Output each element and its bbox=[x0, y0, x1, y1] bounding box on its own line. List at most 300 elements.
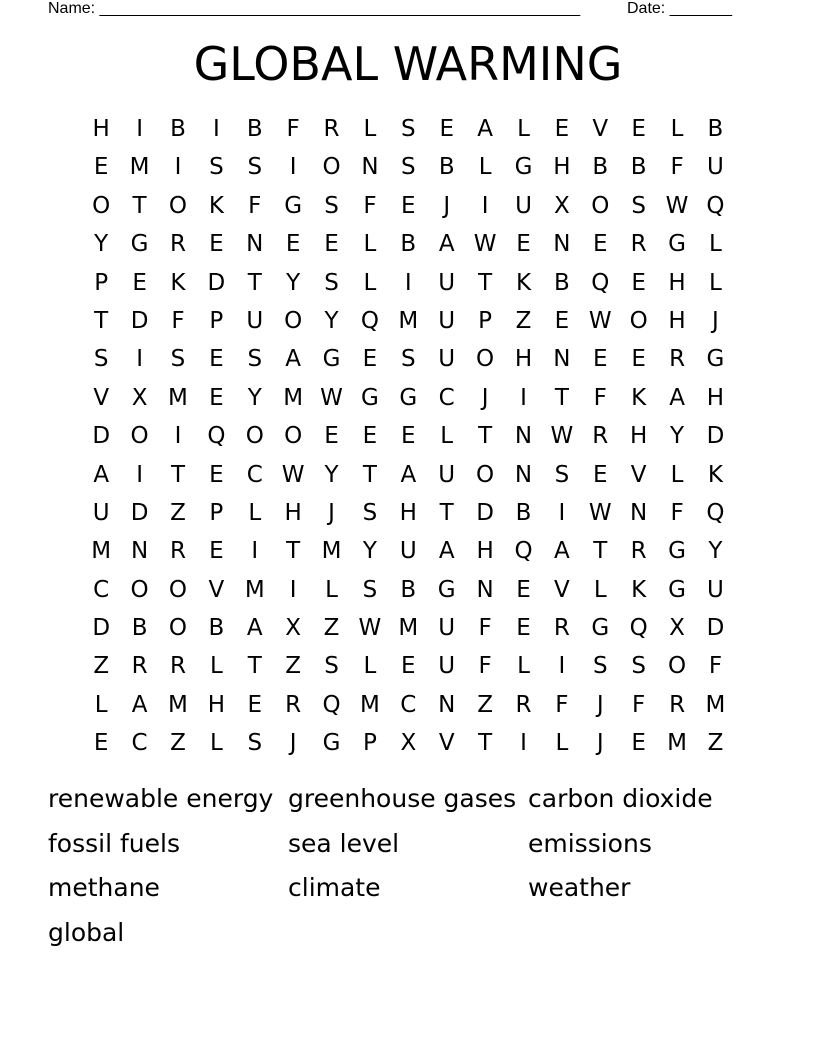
grid-letter[interactable]: N bbox=[553, 346, 571, 373]
grid-letter[interactable]: V bbox=[592, 116, 609, 142]
grid-letter[interactable]: B bbox=[515, 499, 532, 526]
grid-letter[interactable]: H bbox=[706, 384, 725, 411]
grid-letter[interactable]: L bbox=[709, 231, 722, 258]
grid-letter[interactable]: E bbox=[631, 346, 646, 373]
grid-letter[interactable]: I bbox=[520, 730, 527, 757]
grid-letter[interactable]: K bbox=[208, 192, 224, 219]
grid-letter[interactable]: T bbox=[478, 423, 493, 450]
grid-letter[interactable]: A bbox=[554, 538, 570, 565]
grid-letter[interactable]: G bbox=[361, 384, 379, 411]
grid-letter[interactable]: W bbox=[588, 499, 612, 526]
grid-letter[interactable]: C bbox=[93, 576, 110, 603]
grid-letter[interactable]: M bbox=[398, 307, 419, 334]
grid-letter[interactable]: Q bbox=[207, 423, 226, 450]
grid-letter[interactable]: G bbox=[668, 231, 686, 258]
grid-letter[interactable]: Q bbox=[514, 538, 533, 565]
grid-letter[interactable]: Y bbox=[670, 423, 685, 450]
grid-letter[interactable]: H bbox=[284, 499, 302, 526]
grid-letter[interactable]: W bbox=[473, 231, 497, 258]
grid-letter[interactable]: E bbox=[554, 116, 570, 142]
grid-letter[interactable]: E bbox=[209, 346, 224, 373]
grid-letter[interactable]: I bbox=[520, 384, 527, 411]
grid-letter[interactable]: J bbox=[712, 307, 719, 334]
grid-letter[interactable]: R bbox=[669, 346, 686, 373]
grid-letter[interactable]: L bbox=[209, 653, 223, 680]
grid-letter[interactable]: I bbox=[251, 538, 259, 565]
grid-letter[interactable]: S bbox=[631, 653, 646, 680]
grid-letter[interactable]: Z bbox=[515, 307, 532, 334]
grid-letter[interactable]: Z bbox=[323, 615, 340, 642]
grid-letter[interactable]: K bbox=[631, 384, 647, 411]
grid-letter[interactable]: P bbox=[209, 307, 224, 334]
grid-letter[interactable]: T bbox=[247, 269, 262, 296]
grid-letter[interactable]: E bbox=[631, 730, 646, 757]
grid-letter[interactable]: J bbox=[596, 691, 604, 718]
grid-letter[interactable]: M bbox=[360, 691, 380, 718]
grid-letter[interactable]: M bbox=[168, 384, 188, 411]
grid-letter[interactable]: U bbox=[246, 307, 264, 334]
grid-letter[interactable]: H bbox=[630, 423, 648, 450]
grid-letter[interactable]: R bbox=[323, 116, 340, 142]
grid-letter[interactable]: S bbox=[401, 154, 416, 181]
grid-letter[interactable]: L bbox=[593, 576, 607, 603]
grid-letter[interactable]: M bbox=[321, 538, 342, 565]
grid-letter[interactable]: E bbox=[516, 576, 531, 603]
grid-letter[interactable]: Q bbox=[360, 307, 379, 334]
grid-letter[interactable]: V bbox=[93, 384, 110, 411]
grid-letter[interactable]: O bbox=[130, 423, 149, 450]
grid-letter[interactable]: Y bbox=[362, 538, 377, 565]
grid-letter[interactable]: X bbox=[669, 615, 685, 642]
grid-letter[interactable]: J bbox=[443, 192, 451, 219]
grid-letter[interactable]: N bbox=[246, 231, 264, 258]
grid-letter[interactable]: Z bbox=[477, 691, 493, 718]
grid-letter[interactable]: X bbox=[131, 384, 148, 411]
grid-letter[interactable]: L bbox=[670, 116, 684, 142]
grid-letter[interactable]: L bbox=[478, 154, 492, 181]
grid-letter[interactable]: G bbox=[706, 346, 725, 373]
grid-letter[interactable]: G bbox=[591, 615, 610, 642]
name-field[interactable]: Name: ______________________________________________________ bbox=[48, 0, 581, 17]
grid-letter[interactable]: U bbox=[707, 576, 724, 603]
grid-letter[interactable]: N bbox=[630, 499, 648, 526]
grid-letter[interactable]: U bbox=[438, 346, 456, 373]
grid-letter[interactable]: E bbox=[593, 461, 608, 488]
grid-letter[interactable]: M bbox=[168, 691, 188, 718]
grid-letter[interactable]: S bbox=[324, 269, 339, 296]
grid-letter[interactable]: B bbox=[707, 116, 724, 142]
grid-letter[interactable]: J bbox=[481, 384, 489, 411]
grid-letter[interactable]: O bbox=[476, 346, 495, 373]
grid-letter[interactable]: E bbox=[516, 231, 531, 258]
grid-letter[interactable]: L bbox=[670, 461, 684, 488]
grid-letter[interactable]: U bbox=[92, 499, 110, 526]
grid-letter[interactable]: B bbox=[438, 154, 455, 181]
grid-letter[interactable]: V bbox=[208, 576, 225, 603]
grid-letter[interactable]: L bbox=[363, 269, 377, 296]
grid-letter[interactable]: T bbox=[286, 538, 301, 565]
word-list-item: fossil fuels bbox=[48, 828, 180, 858]
grid-letter[interactable]: S bbox=[362, 576, 378, 603]
grid-letter[interactable]: T bbox=[478, 269, 493, 296]
grid-letter[interactable]: W bbox=[588, 307, 612, 334]
grid-letter[interactable]: V bbox=[554, 576, 570, 603]
grid-letter[interactable]: M bbox=[398, 615, 419, 642]
grid-letter[interactable]: E bbox=[209, 538, 224, 565]
grid-letter[interactable]: L bbox=[209, 730, 223, 757]
grid-letter[interactable]: E bbox=[324, 231, 339, 258]
letter-grid bbox=[82, 110, 735, 763]
grid-letter[interactable]: B bbox=[246, 116, 263, 142]
grid-letter[interactable]: I bbox=[558, 653, 566, 680]
grid-letter[interactable]: S bbox=[401, 346, 416, 373]
grid-letter[interactable]: M bbox=[244, 576, 265, 603]
grid-letter[interactable]: S bbox=[247, 730, 263, 757]
grid-letter[interactable]: Y bbox=[324, 461, 339, 488]
grid-letter[interactable]: Y bbox=[286, 269, 301, 296]
grid-letter[interactable]: D bbox=[130, 499, 149, 526]
grid-letter[interactable]: N bbox=[438, 691, 456, 718]
grid-letter[interactable]: Z bbox=[707, 730, 724, 757]
grid-letter[interactable]: E bbox=[593, 231, 608, 258]
grid-letter[interactable]: L bbox=[555, 730, 569, 757]
grid-letter[interactable]: Y bbox=[94, 231, 109, 258]
grid-letter[interactable]: R bbox=[515, 691, 532, 718]
grid-letter[interactable]: U bbox=[707, 154, 724, 181]
grid-letter[interactable]: E bbox=[209, 461, 224, 488]
grid-letter[interactable]: F bbox=[286, 116, 300, 142]
grid-letter[interactable]: H bbox=[207, 691, 226, 718]
grid-letter[interactable]: S bbox=[362, 499, 378, 526]
grid-letter[interactable]: S bbox=[209, 154, 224, 181]
header bbox=[48, 0, 740, 18]
grid-letter[interactable]: I bbox=[174, 154, 182, 181]
grid-letter[interactable]: U bbox=[438, 269, 456, 296]
grid-letter[interactable]: G bbox=[322, 346, 341, 373]
grid-letter[interactable]: F bbox=[593, 384, 607, 411]
grid-letter[interactable]: P bbox=[362, 730, 377, 757]
grid-letter[interactable]: E bbox=[132, 269, 147, 296]
grid-letter[interactable]: A bbox=[93, 461, 110, 488]
grid-letter[interactable]: D bbox=[92, 615, 111, 642]
grid-letter[interactable]: U bbox=[438, 615, 456, 642]
grid-letter[interactable]: S bbox=[324, 653, 339, 680]
grid-letter[interactable]: B bbox=[592, 154, 609, 181]
grid-letter[interactable]: T bbox=[247, 653, 262, 680]
grid-letter[interactable]: F bbox=[478, 615, 492, 642]
grid-letter[interactable]: D bbox=[130, 307, 149, 334]
grid-letter[interactable]: Y bbox=[247, 384, 262, 411]
word-list-item: emissions bbox=[528, 828, 652, 858]
date-field[interactable]: Date: _______ bbox=[627, 0, 732, 17]
grid-letter[interactable]: G bbox=[284, 192, 303, 219]
grid-letter[interactable]: S bbox=[93, 346, 109, 373]
grid-letter[interactable]: G bbox=[668, 538, 686, 565]
grid-letter[interactable]: E bbox=[439, 116, 454, 142]
grid-letter[interactable]: L bbox=[363, 653, 377, 680]
grid-letter[interactable]: Z bbox=[93, 653, 110, 680]
grid-letter[interactable]: I bbox=[212, 116, 220, 142]
grid-letter[interactable]: Z bbox=[170, 730, 186, 757]
grid-letter[interactable]: O bbox=[629, 307, 648, 334]
grid-letter[interactable]: L bbox=[248, 499, 262, 526]
grid-letter[interactable]: H bbox=[668, 307, 686, 334]
grid-letter[interactable]: Q bbox=[706, 499, 725, 526]
grid-letter[interactable]: F bbox=[248, 192, 262, 219]
grid-letter[interactable]: R bbox=[592, 423, 609, 450]
grid-letter[interactable]: T bbox=[362, 461, 377, 488]
grid-letter[interactable]: U bbox=[438, 307, 456, 334]
grid-letter[interactable]: Q bbox=[322, 691, 341, 718]
grid-letter[interactable]: N bbox=[514, 423, 533, 450]
grid-letter[interactable]: L bbox=[325, 576, 338, 603]
grid-letter[interactable]: I bbox=[174, 423, 182, 450]
grid-letter[interactable]: B bbox=[400, 576, 417, 603]
grid-letter[interactable]: K bbox=[707, 461, 723, 488]
word-list-item: sea level bbox=[288, 828, 400, 858]
grid-letter[interactable]: R bbox=[131, 653, 148, 680]
grid-letter[interactable]: M bbox=[283, 384, 304, 411]
grid-letter[interactable]: Z bbox=[170, 499, 186, 526]
grid-letter[interactable]: Y bbox=[324, 307, 339, 334]
grid-letter[interactable]: F bbox=[708, 653, 723, 680]
grid-letter[interactable]: B bbox=[131, 615, 148, 642]
grid-letter[interactable]: A bbox=[246, 615, 263, 642]
grid-letter[interactable]: E bbox=[362, 346, 378, 373]
grid-letter[interactable]: P bbox=[209, 499, 224, 526]
grid-letter[interactable]: E bbox=[554, 307, 570, 334]
grid-letter[interactable]: T bbox=[593, 538, 608, 565]
grid-letter[interactable]: R bbox=[169, 231, 186, 258]
grid-letter[interactable]: R bbox=[169, 538, 186, 565]
grid-letter[interactable]: D bbox=[207, 269, 226, 296]
grid-letter[interactable]: U bbox=[515, 192, 532, 219]
grid-letter[interactable]: L bbox=[363, 116, 377, 142]
grid-letter[interactable]: N bbox=[514, 461, 533, 488]
grid-letter[interactable]: A bbox=[400, 461, 417, 488]
grid-letter[interactable]: I bbox=[481, 192, 489, 219]
grid-letter[interactable]: C bbox=[400, 691, 417, 718]
grid-letter[interactable]: M bbox=[91, 538, 112, 565]
grid-letter[interactable]: N bbox=[130, 538, 149, 565]
grid-letter[interactable]: Q bbox=[591, 269, 610, 296]
grid-letter[interactable]: F bbox=[363, 192, 377, 219]
grid-letter[interactable]: H bbox=[399, 499, 417, 526]
grid-letter[interactable]: G bbox=[130, 231, 149, 258]
grid-letter[interactable]: O bbox=[591, 192, 610, 219]
word-list-item: weather bbox=[528, 873, 631, 903]
grid-letter[interactable]: Q bbox=[706, 192, 725, 219]
grid-letter[interactable]: A bbox=[131, 691, 148, 718]
grid-letter[interactable]: S bbox=[247, 346, 263, 373]
grid-letter[interactable]: C bbox=[131, 730, 148, 757]
grid-letter[interactable]: L bbox=[517, 653, 530, 680]
grid-letter[interactable]: E bbox=[631, 269, 646, 296]
grid-letter[interactable]: A bbox=[669, 384, 685, 411]
grid-letter[interactable]: R bbox=[630, 231, 647, 258]
grid-letter[interactable]: W bbox=[320, 384, 343, 411]
word-list-item: global bbox=[48, 917, 125, 947]
grid-letter[interactable]: S bbox=[170, 346, 186, 373]
grid-letter[interactable]: M bbox=[667, 730, 687, 757]
grid-letter[interactable]: B bbox=[553, 269, 570, 296]
grid-letter[interactable]: O bbox=[322, 154, 341, 181]
grid-letter[interactable]: D bbox=[92, 423, 111, 450]
word-list-item: greenhouse gases bbox=[288, 784, 517, 813]
grid-letter[interactable]: H bbox=[668, 269, 686, 296]
grid-letter[interactable]: C bbox=[438, 384, 455, 411]
grid-letter[interactable]: O bbox=[168, 615, 188, 642]
grid-letter[interactable]: A bbox=[438, 538, 455, 565]
grid-letter[interactable]: T bbox=[478, 730, 493, 757]
grid-letter[interactable]: X bbox=[554, 192, 570, 219]
grid-letter[interactable]: B bbox=[208, 615, 225, 642]
grid-letter[interactable]: I bbox=[289, 154, 297, 181]
grid-letter[interactable]: T bbox=[170, 461, 185, 488]
grid-letter[interactable]: X bbox=[400, 730, 417, 757]
grid-letter[interactable]: N bbox=[553, 231, 571, 258]
grid-letter[interactable]: G bbox=[514, 154, 533, 181]
grid-letter[interactable]: L bbox=[517, 116, 530, 142]
grid-letter[interactable]: S bbox=[247, 154, 263, 181]
grid-letter[interactable]: O bbox=[668, 653, 687, 680]
grid-letter[interactable]: H bbox=[92, 116, 110, 142]
grid-letter[interactable]: W bbox=[665, 192, 689, 219]
grid-letter[interactable]: B bbox=[170, 116, 186, 142]
grid-letter[interactable]: G bbox=[399, 384, 418, 411]
grid-letter[interactable]: U bbox=[399, 538, 417, 565]
grid-letter[interactable]: V bbox=[630, 461, 647, 488]
grid-letter[interactable]: S bbox=[592, 653, 608, 680]
grid-letter[interactable]: W bbox=[550, 423, 574, 450]
grid-letter[interactable]: O bbox=[168, 576, 188, 603]
grid-letter[interactable]: G bbox=[322, 730, 341, 757]
grid-letter[interactable]: J bbox=[328, 499, 335, 526]
grid-letter[interactable]: E bbox=[516, 615, 531, 642]
grid-letter[interactable]: O bbox=[245, 423, 264, 450]
grid-letter[interactable]: E bbox=[593, 346, 608, 373]
grid-letter[interactable]: X bbox=[285, 615, 302, 642]
grid-letter[interactable]: V bbox=[438, 730, 455, 757]
grid-letter[interactable]: P bbox=[478, 307, 493, 334]
grid-letter[interactable]: J bbox=[596, 730, 604, 757]
grid-letter[interactable]: H bbox=[553, 154, 571, 181]
grid-letter[interactable]: I bbox=[289, 576, 297, 603]
grid-letter[interactable]: U bbox=[438, 653, 456, 680]
grid-letter[interactable]: F bbox=[171, 307, 185, 334]
grid-letter[interactable]: N bbox=[476, 576, 494, 603]
grid-letter[interactable]: G bbox=[437, 576, 456, 603]
grid-letter[interactable]: R bbox=[169, 653, 186, 680]
grid-letter[interactable]: F bbox=[478, 653, 492, 680]
grid-letter[interactable]: E bbox=[401, 192, 416, 219]
grid-letter[interactable]: O bbox=[130, 576, 149, 603]
grid-letter[interactable]: N bbox=[361, 154, 379, 181]
grid-letter[interactable]: E bbox=[93, 154, 109, 181]
grid-letter[interactable]: F bbox=[670, 499, 684, 526]
grid-letter[interactable]: O bbox=[284, 307, 303, 334]
grid-letter[interactable]: O bbox=[284, 423, 303, 450]
grid-letter[interactable]: S bbox=[324, 192, 339, 219]
grid-letter[interactable]: B bbox=[400, 231, 417, 258]
grid-letter[interactable]: I bbox=[558, 499, 566, 526]
grid-letter[interactable]: L bbox=[363, 231, 377, 258]
grid-letter[interactable]: W bbox=[358, 615, 382, 642]
grid-letter[interactable]: G bbox=[668, 576, 686, 603]
grid-letter[interactable]: K bbox=[170, 269, 186, 296]
grid-letter[interactable]: K bbox=[631, 576, 647, 603]
grid-letter[interactable]: D bbox=[706, 615, 725, 642]
grid-letter[interactable]: H bbox=[476, 538, 494, 565]
grid-letter[interactable]: T bbox=[554, 384, 569, 411]
grid-letter[interactable]: Q bbox=[629, 615, 648, 642]
grid-letter[interactable]: W bbox=[281, 461, 305, 488]
grid-letter[interactable]: E bbox=[285, 231, 301, 258]
grid-letter[interactable]: H bbox=[514, 346, 533, 373]
grid-letter[interactable]: A bbox=[438, 231, 455, 258]
grid-letter[interactable]: D bbox=[706, 423, 725, 450]
grid-letter[interactable]: L bbox=[709, 269, 722, 296]
grid-letter[interactable]: L bbox=[440, 423, 454, 450]
grid-letter[interactable]: U bbox=[438, 461, 456, 488]
grid-letter[interactable]: M bbox=[705, 691, 726, 718]
grid-letter[interactable]: E bbox=[631, 116, 646, 142]
grid-letter[interactable]: E bbox=[247, 691, 263, 718]
grid-letter[interactable]: F bbox=[555, 691, 569, 718]
grid-letter[interactable]: O bbox=[168, 192, 188, 219]
grid-letter[interactable]: O bbox=[476, 461, 495, 488]
grid-letter[interactable]: R bbox=[285, 691, 302, 718]
grid-letter[interactable]: E bbox=[93, 730, 109, 757]
grid-letter[interactable]: I bbox=[136, 461, 143, 488]
grid-letter[interactable]: F bbox=[670, 154, 684, 181]
grid-letter[interactable]: D bbox=[476, 499, 494, 526]
grid-letter[interactable]: E bbox=[324, 423, 339, 450]
grid-letter[interactable]: O bbox=[92, 192, 111, 219]
grid-letter[interactable]: I bbox=[404, 269, 412, 296]
grid-letter[interactable]: T bbox=[94, 307, 109, 334]
grid-letter[interactable]: R bbox=[553, 615, 570, 642]
grid-letter[interactable]: E bbox=[209, 231, 224, 258]
grid-letter[interactable]: E bbox=[401, 653, 416, 680]
word-list-item: renewable energy bbox=[48, 784, 274, 813]
grid-letter[interactable]: R bbox=[669, 691, 686, 718]
grid-letter[interactable]: F bbox=[632, 691, 646, 718]
grid-letter[interactable]: S bbox=[631, 192, 646, 219]
grid-letter[interactable]: M bbox=[129, 154, 150, 181]
grid-letter[interactable]: L bbox=[94, 691, 108, 718]
grid-letter[interactable]: I bbox=[136, 346, 143, 373]
grid-letter[interactable]: B bbox=[630, 154, 647, 181]
grid-letter[interactable]: I bbox=[136, 116, 143, 142]
grid-letter[interactable]: E bbox=[362, 423, 378, 450]
grid-letter[interactable]: R bbox=[630, 538, 647, 565]
grid-letter[interactable]: S bbox=[554, 461, 570, 488]
grid-letter[interactable]: E bbox=[401, 423, 416, 450]
grid-letter[interactable]: J bbox=[289, 730, 297, 757]
grid-letter[interactable]: A bbox=[285, 346, 302, 373]
grid-letter[interactable]: K bbox=[515, 269, 532, 296]
grid-letter[interactable]: P bbox=[94, 269, 109, 296]
grid-letter[interactable]: S bbox=[401, 116, 416, 142]
grid-letter[interactable]: C bbox=[246, 461, 263, 488]
grid-letter[interactable]: Z bbox=[285, 653, 302, 680]
grid-letter[interactable]: T bbox=[439, 499, 454, 526]
grid-letter[interactable]: A bbox=[477, 116, 493, 142]
grid-letter[interactable]: E bbox=[209, 384, 224, 411]
grid-letter[interactable]: Y bbox=[708, 538, 723, 565]
grid-letter[interactable]: T bbox=[132, 192, 147, 219]
